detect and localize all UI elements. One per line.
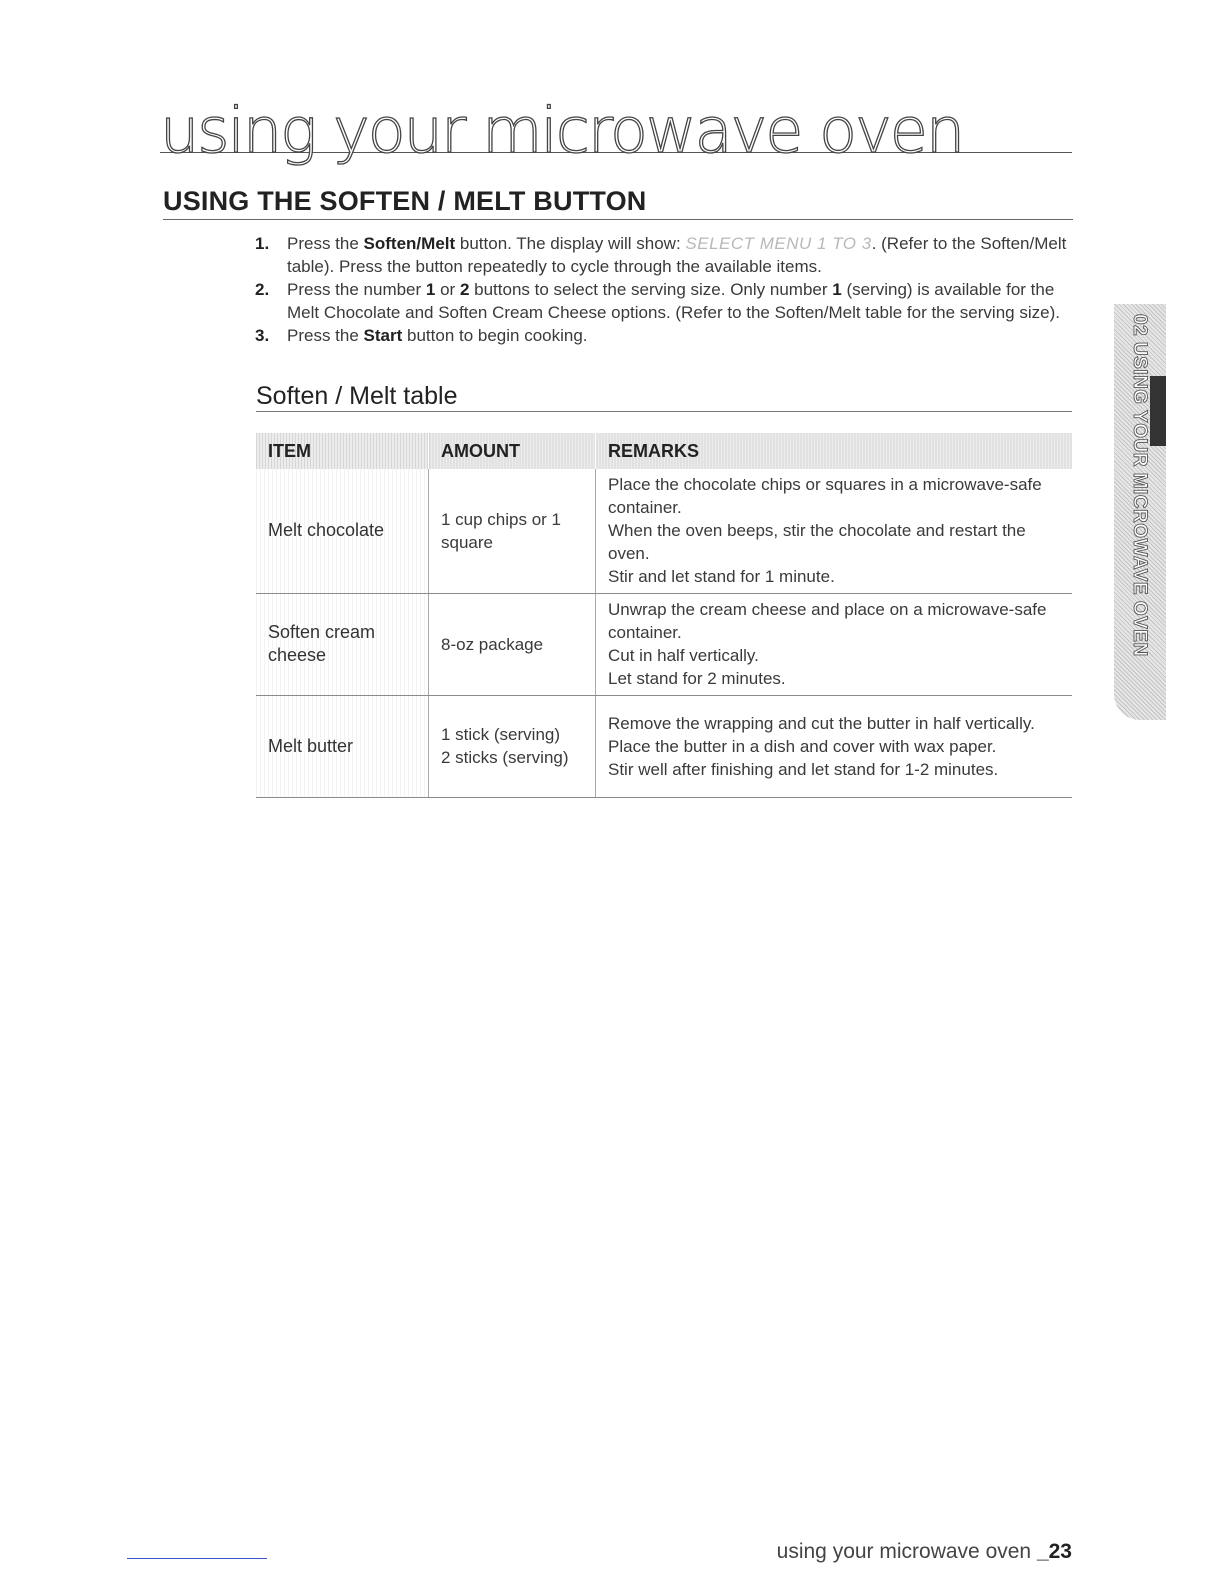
table-row	[256, 695, 1072, 797]
step-text: . (Refer to the Soften/Melt table). Press the button repeatedly to cycle through the available items.	[287, 234, 1067, 276]
remark-line: When the oven beeps, stir the chocolate and restart the oven.	[608, 521, 1026, 564]
remarks-cell	[596, 469, 1073, 593]
step-number: 1.	[255, 234, 270, 253]
amount-line: 1 stick (serving)	[441, 725, 561, 744]
header-item: ITEM	[256, 433, 429, 469]
step-number: 2.	[255, 280, 270, 299]
chapter-title	[160, 80, 1072, 167]
number-key: 2	[459, 280, 470, 299]
step-item	[255, 324, 1075, 347]
step-text: Press the	[287, 326, 364, 345]
page-number: _23	[1036, 1540, 1072, 1563]
table-header-row	[256, 433, 1072, 469]
amount-cell	[429, 695, 596, 797]
chapter-side-tab	[1114, 304, 1166, 720]
step-text: Press the number	[287, 280, 426, 299]
step-item	[255, 232, 1075, 278]
remark-line: Stir well after finishing and let stand for 1-2 minutes.	[608, 759, 999, 779]
step-number: 3.	[255, 326, 270, 345]
table-title: Soften / Melt table	[256, 382, 458, 410]
remark-line: Cut in half vertically.	[608, 646, 759, 665]
table-row	[256, 593, 1072, 695]
step-text: buttons to select the serving size. Only number	[469, 280, 833, 299]
button-name: Start	[363, 326, 403, 345]
chapter-title-text: using your microwave oven	[160, 94, 964, 167]
number-key: 1	[832, 280, 842, 299]
side-tab-label: 02 USING YOUR MICROWAVE OVEN	[1129, 314, 1150, 657]
step-text: Press the	[287, 234, 364, 253]
table-heading	[256, 382, 1072, 412]
remark-line: Place the chocolate chips or squares in a microwave-safe container.	[608, 475, 1042, 518]
button-name: Soften/Melt	[363, 234, 456, 253]
section-heading	[163, 186, 1073, 220]
bottom-rule	[127, 1558, 267, 1559]
page-footer	[777, 1540, 1072, 1564]
header-amount: AMOUNT	[429, 433, 596, 469]
table-row	[256, 469, 1072, 593]
remark-line: Stir and let stand for 1 minute.	[608, 567, 835, 587]
remark-line: Let stand for 2 minutes.	[608, 669, 786, 688]
footer-text: using your microwave oven	[776, 1540, 1037, 1563]
remark-line: Place the butter in a dish and cover with wax paper.	[608, 736, 997, 756]
step-item	[255, 278, 1075, 324]
soften-melt-table	[256, 433, 1072, 798]
remarks-cell	[596, 695, 1073, 797]
item-cell: Melt chocolate	[256, 469, 429, 593]
item-cell: Melt butter	[256, 695, 429, 797]
step-text: button to begin cooking.	[402, 326, 588, 345]
steps-list	[255, 232, 1075, 347]
remark-line: Remove the wrapping and cut the butter in half vertically.	[608, 713, 1035, 733]
amount-cell: 1 cup chips or 1 square	[429, 469, 596, 593]
remarks-cell	[596, 593, 1073, 695]
section-heading-text: USING THE SOFTEN / MELT BUTTON	[163, 186, 647, 216]
number-key: 1	[425, 280, 436, 299]
step-text: button. The display will show:	[455, 234, 686, 253]
display-readout: SELECT MENU 1 TO 3	[685, 234, 872, 253]
amount-line: 2 sticks (serving)	[441, 748, 569, 767]
chapter-marker	[1150, 376, 1166, 446]
step-text: (serving) is available for the Melt Chocolate and Soften Cream Cheese options. (Refer to the Soften/Melt table for the serving size).	[287, 280, 1060, 322]
item-cell: Soften cream cheese	[256, 593, 429, 695]
remark-line: Unwrap the cream cheese and place on a microwave-safe container.	[608, 600, 1047, 642]
header-remarks: REMARKS	[596, 433, 1073, 469]
amount-cell: 8-oz package	[429, 593, 596, 695]
step-text: or	[435, 280, 460, 299]
